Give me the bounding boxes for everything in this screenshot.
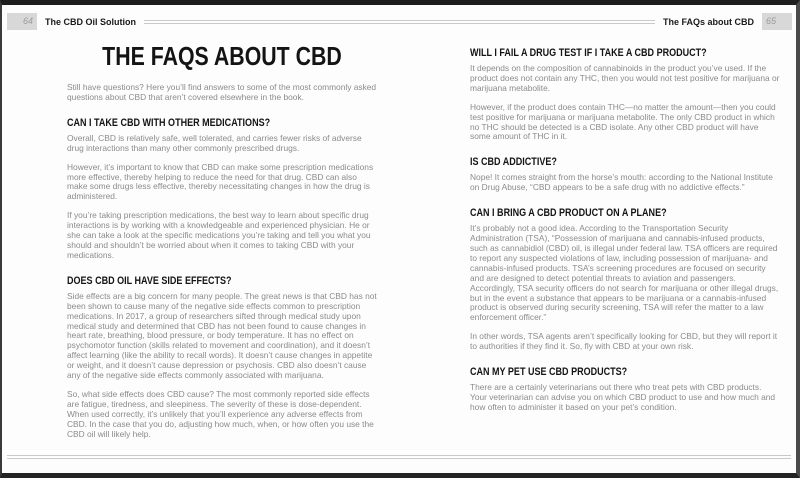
faq-paragraph: There are a certainly veterinarians out there who treat pets with CBD products. Your veterinarian can advise you on which CBD product to use and how much and how often to administer it based on your pet’s condition. xyxy=(470,382,776,412)
faq-paragraph: Side effects are a big concern for many people. The great news is that CBD has not been shown to cause many of the negative side effects common to prescription medications. In 2017, a group of researchers sifted through medical study upon medical study and determined that CBD has not been found to cause changes in heart rate, breathing, blood pressure, or body temperature. It has no effect on psychomotor function (skills related to movement and coordination), and it doesn’t affect learning (like the ability to recall words). It doesn’t cause changes in appetite or weight, and it doesn’t cause depression or psychosis. CBD also doesn’t cause any of the negative side effects commonly associated with marijuana. xyxy=(67,290,377,381)
faq-paragraph: However, it’s important to know that CBD can make some prescription medications more effective, thereby helping to reduce the need for that drug. CBD can also make some drugs less effective, thereby necessitating changes in how the drug is administered. xyxy=(67,161,374,202)
faq-heading: DOES CBD OIL HAVE SIDE EFFECTS? xyxy=(67,274,232,287)
faq-paragraph: Nope! It comes straight from the horse’s mouth: according to the National Institute on Drug Abuse, “CBD appears to be a safe drug with no addictive effects.” xyxy=(470,172,773,193)
faq-section xyxy=(470,207,780,352)
footer-rule xyxy=(7,455,791,459)
faq-paragraph: It depends on the composition of cannabinoids in the product you’ve used. If the product does not contain any THC, then you would not test positive for marijuana or marijuana metabolite. xyxy=(470,63,780,93)
faq-heading: CAN I TAKE CBD WITH OTHER MEDICATIONS? xyxy=(67,116,271,129)
running-head-left: The CBD Oil Solution xyxy=(45,16,136,27)
faq-section xyxy=(67,117,377,261)
faq-paragraph: However, if the product does contain THC—no matter the amount—then you could test positive for marijuana or marijuana metabolite. The only CBD product in which no THC should be detected is a CBD isolate. Any other CBD product will have some amount of THC in it. xyxy=(470,101,776,142)
page-number-right: 65 xyxy=(762,13,792,30)
faq-paragraph: In other words, TSA agents aren’t specifically looking for CBD, but they will report it to authorities if they find it. So, fly with CBD at your own risk. xyxy=(470,331,778,352)
faq-heading: WILL I FAIL A DRUG TEST IF I TAKE A CBD PRODUCT? xyxy=(470,47,707,59)
page-title: THE FAQS ABOUT CBD xyxy=(102,41,342,71)
faq-paragraph: So, what side effects does CBD cause? The most commonly reported side effects are fatigue, tiredness, and sleepiness. The severity of these is dose-dependent. When used correctly, it’s unlikely that you’ll experience any adverse effects from CBD. In the case that you do, adjusting how much, when, or how often you use the CBD oil will likely help. xyxy=(67,388,374,439)
faq-heading: CAN MY PET USE CBD PRODUCTS? xyxy=(470,366,628,379)
page-number-left: 64 xyxy=(7,13,37,30)
header-rule xyxy=(144,20,655,24)
faq-heading: CAN I BRING A CBD PRODUCT ON A PLANE? xyxy=(470,207,667,220)
intro-paragraph: Still have questions? Here you’ll find answers to some of the most commonly asked questions about CBD that aren’t covered elsewhere in the book. xyxy=(67,82,377,102)
running-head-right: The FAQs about CBD xyxy=(662,16,754,27)
faq-heading: IS CBD ADDICTIVE? xyxy=(470,156,557,169)
faq-section xyxy=(470,47,780,142)
faq-section xyxy=(470,156,780,193)
right-page-column xyxy=(470,41,780,422)
faq-paragraph: Overall, CBD is relatively safe, well tolerated, and carries fewer risks of adverse drug interactions than many other commonly prescribed drugs. xyxy=(67,132,362,153)
running-header xyxy=(2,13,796,30)
faq-paragraph: It’s probably not a good idea. According to the Transportation Security Administration (TSA), “Possession of marijuana and cannabis-infused products, such as cannabidiol (CBD) oil, is illegal under federal law. TSA officers are required to report any suspected violations of law, including possession of marijuana- and cannabis-infused products. TSA’s screening procedures are focused on security and are designed to detect potential threats to aviation and passengers. Accordingly, TSA security officers do not search for marijuana or other illegal drugs, but in the event a substance that appears to be marijuana or a cannabis-infused product is observed during security screening, TSA will refer the matter to a law enforcement officer.” xyxy=(470,223,779,323)
faq-section xyxy=(67,275,377,440)
left-page-column xyxy=(67,41,377,448)
faq-section xyxy=(470,366,780,413)
faq-paragraph: If you’re taking prescription medications, the best way to learn about specific drug interactions is by working with a knowledgeable and experienced physician. He or she can take a look at the specific medications you’re taking and tell you what you should and shouldn’t be worried about when it comes to taking CBD with your medications. xyxy=(67,210,371,260)
